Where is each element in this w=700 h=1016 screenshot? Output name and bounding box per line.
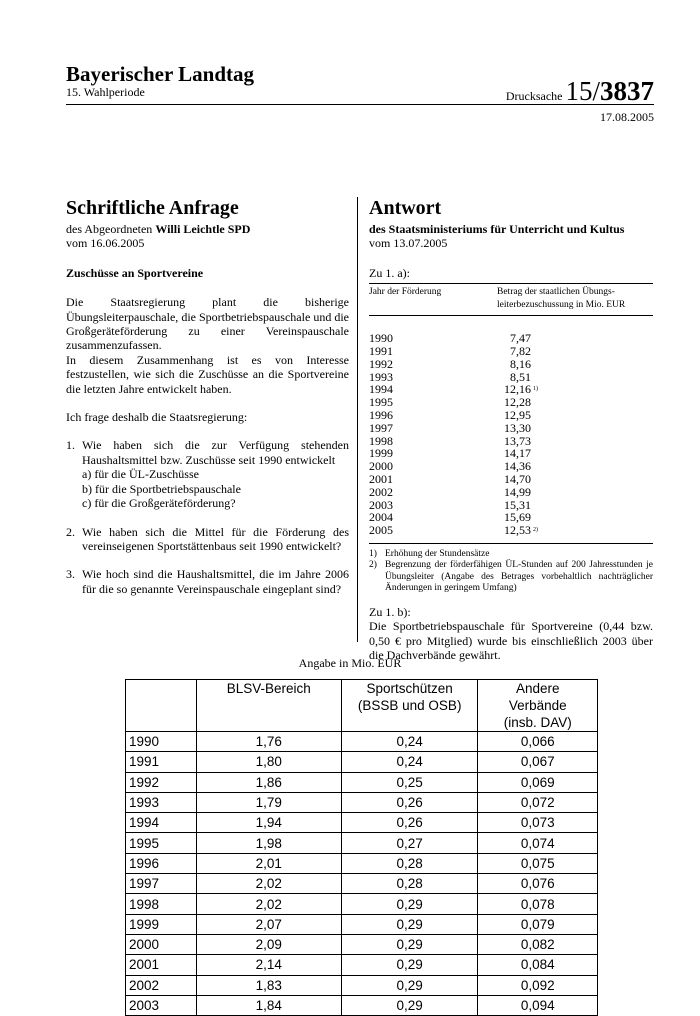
- question-text: Wie haben sich die Mittel für die Förderung des vereinseigenen Sportstättenbaus seit 1990 entwickelt?: [82, 524, 349, 553]
- funding-value: 14,99: [504, 484, 531, 499]
- header-empty: [126, 680, 197, 732]
- funding-table-header: [369, 284, 653, 316]
- footnote-number: 2): [369, 560, 377, 571]
- funding-value: 7,47: [510, 331, 531, 346]
- question-sub-b: b) für die Sportbetriebspauschale: [82, 481, 241, 496]
- cell-blsv: 1,83: [196, 975, 341, 995]
- cell-andere: 0,078: [478, 894, 598, 914]
- header-schuetzen-line1: Sportschützen: [366, 681, 453, 696]
- funding-year: 1999: [369, 446, 393, 461]
- cell-andere: 0,084: [478, 955, 598, 975]
- col-header-amount-line2: leiterbezuschussung in Mio. EUR: [497, 300, 626, 311]
- question-number: 2.: [66, 524, 75, 539]
- funding-year: 1997: [369, 420, 393, 435]
- cell-blsv: 2,07: [196, 914, 341, 934]
- funding-value: 14,36: [504, 459, 531, 474]
- table-row: [126, 813, 598, 833]
- cell-year: 1998: [126, 894, 197, 914]
- table-row: [126, 853, 598, 873]
- cell-andere: 0,094: [478, 995, 598, 1015]
- table-row: [126, 934, 598, 954]
- funding-value: 12,16: [504, 382, 531, 397]
- inquiry-byline: [66, 222, 349, 236]
- funding-row: [369, 473, 653, 486]
- question-number: 3.: [66, 567, 75, 582]
- cell-blsv: 2,02: [196, 894, 341, 914]
- cell-blsv: 2,09: [196, 934, 341, 954]
- cell-year: 2003: [126, 995, 197, 1015]
- question-text: Wie hoch sind die Haushaltsmittel, die im Jahre 2006 für die so genannte Vereinspauschale eingeplant sind?: [82, 567, 349, 596]
- header-rule: [66, 104, 654, 105]
- inquiry-paragraph-1: Die Staatsregierung plant die bisherige Übungsleiterpauschale, die Sportbetriebspauschale und die Großgeräteförderung zu einer Vereinspauschale zusammenzufassen.: [66, 295, 349, 353]
- cell-schuetzen: 0,29: [341, 934, 478, 954]
- funding-year: 1992: [369, 356, 393, 371]
- funding-value: 7,82: [510, 344, 531, 359]
- funding-row: [369, 422, 653, 435]
- cell-andere: 0,092: [478, 975, 598, 995]
- table-row: [126, 914, 598, 934]
- cell-andere: 0,075: [478, 853, 598, 873]
- cell-year: 1996: [126, 853, 197, 873]
- document-date: 17.08.2005: [600, 110, 654, 124]
- footnote-ref: 2): [533, 527, 538, 534]
- footnote-1: [369, 549, 653, 561]
- header-andere-line3: (insb. DAV): [503, 715, 572, 730]
- cell-year: 2000: [126, 934, 197, 954]
- cell-schuetzen: 0,24: [341, 732, 478, 752]
- cell-schuetzen: 0,26: [341, 813, 478, 833]
- funding-value: 8,51: [510, 369, 531, 384]
- cell-schuetzen: 0,29: [341, 975, 478, 995]
- funding-value: 8,16: [510, 356, 531, 371]
- question-1: [66, 438, 349, 510]
- table-row: [126, 732, 598, 752]
- legislative-period: 15. Wahlperiode: [66, 85, 145, 99]
- table-row: [126, 874, 598, 894]
- cell-schuetzen: 0,29: [341, 955, 478, 975]
- cell-blsv: 2,02: [196, 874, 341, 894]
- answer-byline: des Staatsministeriums für Unterricht und Kultus: [369, 222, 625, 236]
- cell-year: 1993: [126, 792, 197, 812]
- funding-year: 1995: [369, 395, 393, 410]
- header-schuetzen: [341, 680, 478, 732]
- answer-section-1b: Zu 1. b):: [369, 604, 411, 619]
- cell-blsv: 1,94: [196, 813, 341, 833]
- question-sub-a: a) für die ÜL-Zuschüsse: [82, 467, 199, 482]
- byline-prefix: des Abgeordneten: [66, 222, 156, 236]
- cell-schuetzen: 0,28: [341, 874, 478, 894]
- inquiry-heading: Schriftliche Anfrage: [66, 197, 239, 219]
- cell-year: 2002: [126, 975, 197, 995]
- cell-blsv: 2,14: [196, 955, 341, 975]
- funding-row: [369, 524, 653, 537]
- cell-schuetzen: 0,24: [341, 752, 478, 772]
- funding-year: 1996: [369, 408, 393, 422]
- cell-year: 1999: [126, 914, 197, 934]
- cell-blsv: 1,80: [196, 752, 341, 772]
- header-schuetzen-line2: (BSSB und OSB): [357, 698, 462, 713]
- footnote-ref: 1): [533, 386, 538, 393]
- funding-year: 1991: [369, 344, 393, 359]
- cell-blsv: 1,76: [196, 732, 341, 752]
- answer-heading: Antwort: [369, 197, 442, 219]
- funding-row: [369, 345, 653, 358]
- cell-andere: 0,079: [478, 914, 598, 934]
- funding-value: 14,17: [504, 446, 531, 461]
- col-header-year: Jahr der Förderung: [369, 287, 442, 298]
- cell-blsv: 1,79: [196, 792, 341, 812]
- question-2: [66, 525, 349, 554]
- cell-year: 1990: [126, 732, 197, 752]
- byline-name: Willi Leichtle SPD: [155, 222, 251, 236]
- inquiry-date: vom 16.06.2005: [66, 236, 145, 251]
- cell-andere: 0,074: [478, 833, 598, 853]
- cell-schuetzen: 0,26: [341, 792, 478, 812]
- col-header-amount: [497, 286, 653, 312]
- question-3: [66, 567, 349, 596]
- header-blsv: BLSV-Bereich: [196, 680, 341, 732]
- table-caption: Angabe in Mio. EUR: [298, 656, 402, 670]
- funding-year: 2002: [369, 484, 393, 499]
- association-funding-table: [125, 679, 598, 1016]
- funding-year: 1990: [369, 331, 393, 346]
- drucksache-number: [565, 76, 654, 106]
- cell-andere: 0,066: [478, 732, 598, 752]
- table-row: [126, 894, 598, 914]
- cell-schuetzen: 0,29: [341, 914, 478, 934]
- question-list: [66, 438, 349, 596]
- table-row: [126, 995, 598, 1015]
- drucksache-id: [506, 76, 654, 107]
- col-header-amount-line1: Betrag der staatlichen Übungs-: [497, 287, 615, 298]
- cell-year: 1997: [126, 874, 197, 894]
- cell-schuetzen: 0,28: [341, 853, 478, 873]
- table-row: [126, 975, 598, 995]
- table-row: [126, 833, 598, 853]
- funding-value: 13,73: [504, 433, 531, 448]
- funding-table-body: [369, 332, 653, 537]
- inquiry-paragraph-3: Ich frage deshalb die Staatsregierung:: [66, 410, 248, 425]
- header-andere-line1: Andere: [515, 681, 560, 696]
- drucksache-label: Drucksache: [505, 89, 563, 103]
- answer-section-1a: Zu 1. a):: [369, 265, 410, 280]
- drucksache-main-number: 3837: [600, 76, 654, 106]
- header-andere-line2: Verbände: [508, 698, 567, 713]
- footnote-text: Begrenzung der förderfähigen ÜL-Stunden auf 200 Jahresstunden je Übungsleiter (Angabe des Betrages vorbehaltlich nachträglicher Änderungen in geringem Umfang): [385, 560, 653, 594]
- cell-schuetzen: 0,29: [341, 995, 478, 1015]
- funding-year: 2000: [369, 459, 393, 474]
- cell-year: 1995: [126, 833, 197, 853]
- funding-year: 2004: [369, 510, 393, 525]
- inquiry-column: [66, 196, 349, 610]
- publisher-title: Bayerischer Landtag: [66, 62, 255, 86]
- cell-year: 1994: [126, 813, 197, 833]
- table-row: [126, 752, 598, 772]
- funding-value: 12,95: [504, 408, 531, 422]
- table-header-row: [126, 680, 598, 732]
- funding-row: [369, 358, 653, 371]
- funding-value: 13,30: [504, 420, 531, 435]
- answer-date: vom 13.07.2005: [369, 236, 448, 251]
- footnote-number: 1): [369, 548, 377, 559]
- inquiry-subject: Zuschüsse an Sportvereine: [66, 265, 204, 280]
- funding-year: 1994: [369, 382, 393, 397]
- funding-value: 12,28: [504, 395, 531, 410]
- footnotes: [369, 549, 653, 595]
- cell-andere: 0,067: [478, 752, 598, 772]
- cell-andere: 0,073: [478, 813, 598, 833]
- funding-year: 2001: [369, 471, 393, 486]
- cell-year: 1991: [126, 752, 197, 772]
- footnote-text: Erhöhung der Stundensätze: [385, 548, 490, 559]
- answer-column: [369, 196, 653, 663]
- cell-schuetzen: 0,25: [341, 772, 478, 792]
- cell-blsv: 1,86: [196, 772, 341, 792]
- header-andere: [478, 680, 598, 732]
- cell-andere: 0,072: [478, 792, 598, 812]
- cell-andere: 0,082: [478, 934, 598, 954]
- answer-section-1b-text: Die Sportbetriebspauschale für Sportvereine (0,44 bzw. 0,50 € pro Mitglied) wurde bis einschließlich 2003 über die Dachverbände gewährt.: [369, 619, 653, 663]
- funding-year: 2003: [369, 497, 393, 512]
- cell-andere: 0,076: [478, 874, 598, 894]
- table-row: [126, 792, 598, 812]
- funding-row: [369, 486, 653, 499]
- table-body: [126, 732, 598, 1016]
- cell-blsv: 1,84: [196, 995, 341, 1015]
- cell-year: 1992: [126, 772, 197, 792]
- question-text: Wie haben sich die zur Verfügung stehenden Haushaltsmittel bzw. Zuschüsse seit 1990 entwickelt: [82, 438, 349, 467]
- column-divider: [357, 197, 358, 642]
- funding-year: 1993: [369, 369, 393, 384]
- cell-schuetzen: 0,29: [341, 894, 478, 914]
- cell-andere: 0,069: [478, 772, 598, 792]
- funding-value: 15,31: [504, 497, 531, 512]
- funding-row: [369, 409, 653, 422]
- footnote-2: [369, 560, 653, 595]
- funding-year: 2005: [369, 523, 393, 538]
- funding-value: 12,53: [504, 523, 531, 538]
- drucksache-prefix: 15/: [565, 76, 600, 106]
- funding-value: 15,69: [504, 510, 531, 525]
- table-row: [126, 772, 598, 792]
- cell-blsv: 1,98: [196, 833, 341, 853]
- table-row: [126, 955, 598, 975]
- funding-year: 1998: [369, 433, 393, 448]
- inquiry-paragraph-2: In diesem Zusammenhang ist es von Interesse festzustellen, wie sich die Zuschüsse an die Sportvereine die letzten Jahre entwickelt haben.: [66, 352, 349, 396]
- cell-year: 2001: [126, 955, 197, 975]
- question-sub-c: c) für die Großgeräteförderung?: [82, 496, 236, 511]
- question-number: 1.: [66, 438, 75, 453]
- footnote-rule: [369, 543, 653, 544]
- cell-schuetzen: 0,27: [341, 833, 478, 853]
- funding-value: 14,70: [504, 471, 531, 486]
- cell-blsv: 2,01: [196, 853, 341, 873]
